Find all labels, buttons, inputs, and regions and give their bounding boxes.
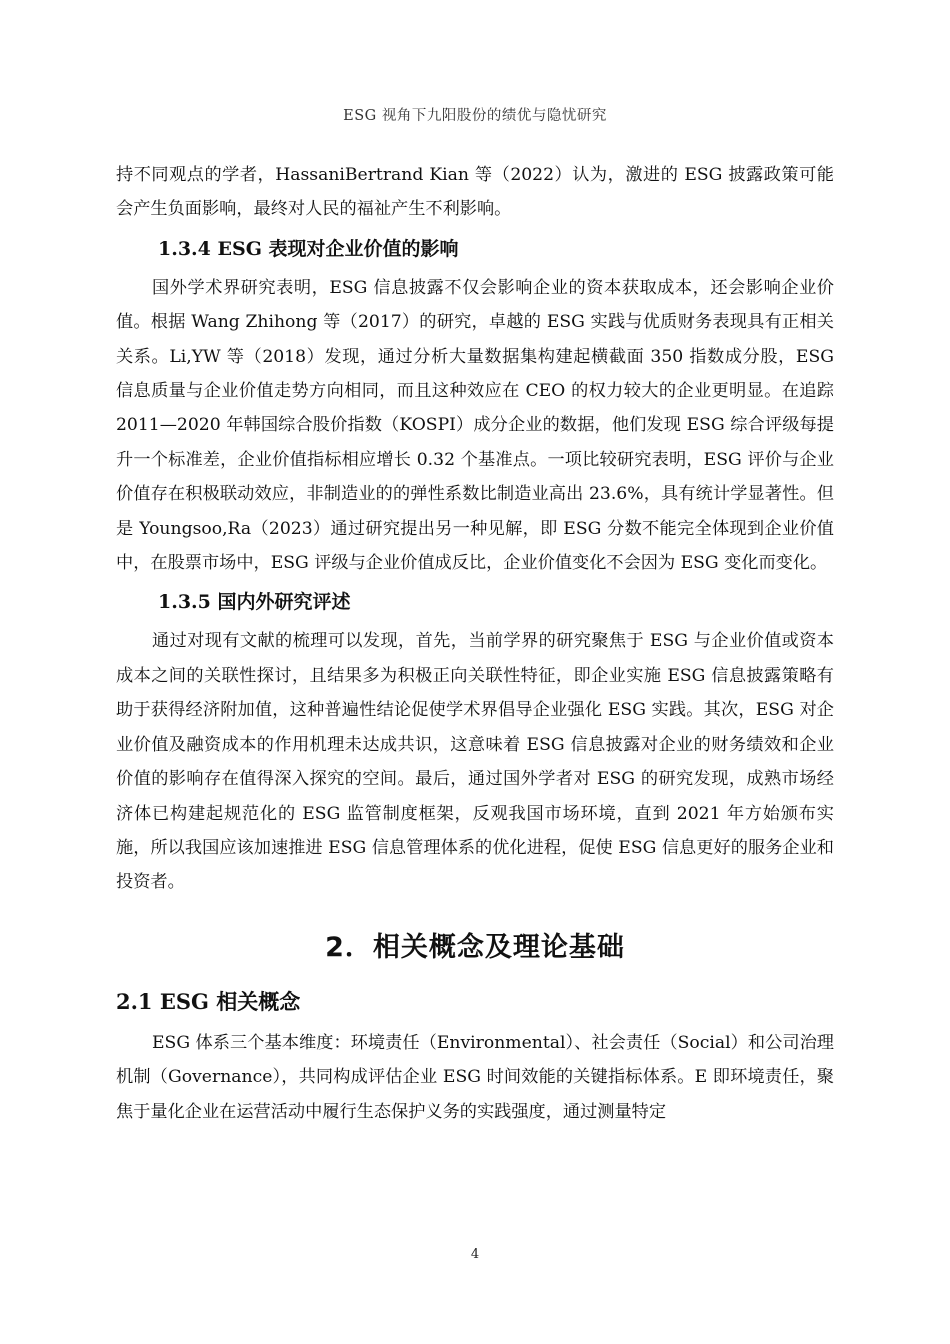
page-body — [116, 158, 834, 1129]
page-number: 4 — [470, 1247, 480, 1262]
intro-paragraph: 持不同观点的学者，HassaniBertrand Kian 等（2022）认为，激进的 ESG 披露政策可能会产生负面影响，最终对人民的福祉产生不利影响。 — [116, 165, 834, 220]
chapter-title-2: 2．相关概念及理论基础 — [325, 931, 625, 963]
section-paragraph-1-3-4: 国外学术界研究表明，ESG 信息披露不仅会影响企业的资本获取成本，还会影响企业价值。根据 Wang Zhihong 等（2017）的研究，卓越的 ESG 实践与优质财务表现具有正相关关系。Li,YW 等（2018）发现，通过分析大量数据集构建起横截面 350 指数成分股，ESG 信息质量与企业价值走势方向相同，而且这种效应在 CEO 的权力较大的企业更明显。在追踪 2011—2020 年韩国综合股价指数（KOSPI）成分企业的数据，他们发现 ESG 综合评级每提升一个标准差，企业价值指标相应增长 0.32 个基准点。一项比较研究表明，ESG 评价与企业价值存在积极联动效应，非制造业的的弹性系数比制造业高出 23.6%，具有统计学显著性。但是 Youngsoo,Ra（2023）通过研究提出另一种见解，即 ESG 分数不能完全体现到企业价值中，在股票市场中，ESG 评级与企业价值成反比，企业价值变化不会因为 ESG 变化而变化。 — [116, 277, 834, 574]
section-heading-2-1: 2.1 ESG 相关概念 — [116, 988, 301, 1014]
section-paragraph-1-3-5: 通过对现有文献的梳理可以发现，首先，当前学界的研究聚焦于 ESG 与企业价值或资本成本之间的关联性探讨，且结果多为积极正向关联性特征，即企业实施 ESG 信息披露策略有助于获得经济附加值，这种普遍性结论促使学术界倡导企业强化 ESG 实践。其次，ESG 对企业价值及融资成本的作用机理未达成共识，这意味着 ESG 信息披露对企业的财务绩效和企业价值的影响存在值得深入探究的空间。最后，通过国外学者对 ESG 的研究发现，成熟市场经济体已构建起规范化的 ESG 监管制度框架，反观我国市场环境，直到 2021 年方始颁布实施，所以我国应该加速推进 ESG 信息管理体系的优化进程，促使 ESG 信息更好的服务企业和投资者。 — [116, 631, 834, 893]
running-header: ESG 视角下九阳股份的绩优与隐忧研究 — [343, 108, 607, 124]
section-paragraph-2-1: ESG 体系三个基本维度：环境责任（Environmental）、社会责任（Social）和公司治理机制（Governance），共同构成评估企业 ESG 时间效能的关键指标体系。E 即环境责任，聚焦于量化企业在运营活动中履行生态保护义务的实践强度，通过测量特定 — [116, 1032, 834, 1122]
section-heading-1-3-5: 1.3.5 国内外研究评述 — [158, 591, 351, 614]
section-heading-1-3-4: 1.3.4 ESG 表现对企业价值的影响 — [158, 237, 459, 260]
